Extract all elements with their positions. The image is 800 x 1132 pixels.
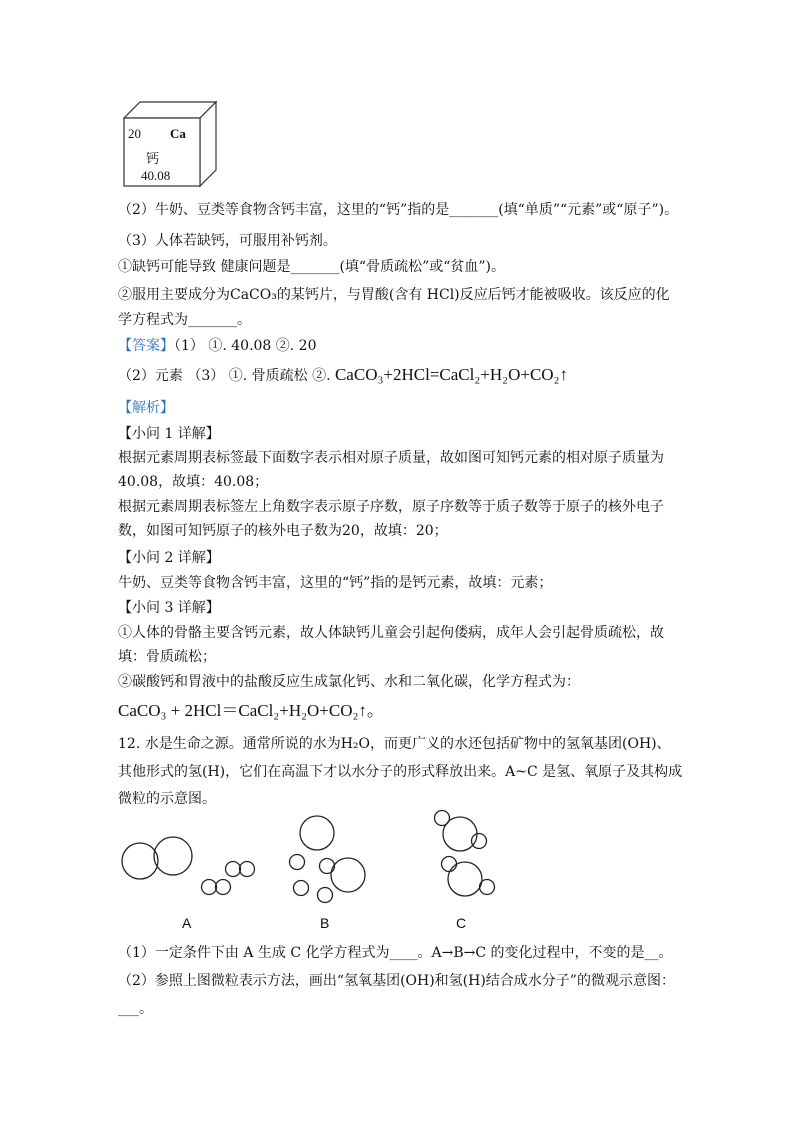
analysis-sub3-title: 【小问 3 详解】 [118,600,220,616]
q12-intro-line3: 微粒的示意图。 [118,791,216,807]
answer-part1: （1） ①. 40.08 ②. 20 [174,338,317,354]
analysis-sub2-p: 牛奶、豆类等食物含钙丰富，这里的“钙”指的是钙元素，故填：元素； [118,575,553,591]
b-oxygen-atom-1 [300,816,334,850]
c-hydrogen-atom-3 [442,857,457,872]
b-hydrogen-atom-3 [294,881,309,896]
c-hydrogen-atom-4 [480,880,495,895]
q12-intro-line1: 12. 水是生命之源。通常所说的水为H₂O，而更广义的水还包括矿物中的氢氧基团(OH)、 [118,736,671,752]
answer-part2: （2）元素 （3） ①. 骨质疏松 ②. [118,368,331,384]
answer-formula: CaCO₃+2HCl=CaCl₂+H₂O+CO₂↑ [334,365,568,384]
analysis-formula: CaCO₃ + 2HCl＝CaCl₂+H₂O+CO₂↑。 [118,701,384,720]
analysis-sub1-p2-line2: 数，如图可知钙原子的核外电子数为20，故填：20； [118,523,448,539]
analysis-sub3-p2: ②碳酸钙和胃液中的盐酸反应生成氯化钙、水和二氧化碳，化学方程式为： [118,674,580,690]
analysis-sub1-p1-line2: 40.08，故填：40.08； [118,474,269,490]
a-oxygen-atom-1 [122,843,158,879]
c-hydrogen-atom-2 [472,834,487,849]
analysis-sub1-title: 【小问 1 详解】 [118,426,220,442]
question-3-2-line1: ②服用主要成分为CaCO₃的某钙片，与胃酸(含有 HCl)反应后钙才能被吸收。该反应的化 [118,287,670,303]
b-oxygen-atom-2 [331,858,365,892]
tile-name: 钙 [146,152,160,167]
b-hydrogen-atom-4 [318,888,333,903]
b-hydrogen-atom-1 [290,855,305,870]
question-3-2-line2: 学方程式为_______。 [118,312,251,328]
a-hydrogen-atom-4 [240,862,255,877]
tile-symbol: Ca [170,126,186,141]
diagram-label-c: C [456,915,467,931]
analysis-sub1-p1-line1: 根据元素周期表标签最下面数字表示相对原子质量，故如图可知钙元素的相对原子质量为 [118,450,664,466]
analysis-sub1-p2-line1: 根据元素周期表标签左上角数字表示原子序数，原子序数等于质子数等于原子的核外电子 [118,499,664,515]
q12-part1: （1）一定条件下由 A 生成 C 化学方程式为____。A→B→C 的变化过程中，不变的是__。 [118,945,673,961]
diagram-label-b: B [320,915,330,931]
analysis-sub3-p1-line2: 填：骨质疏松； [118,649,216,665]
question-3: （3）人体若缺钙，可服用补钙剂。 [118,233,337,249]
a-hydrogen-atom-3 [226,862,241,877]
analysis-sub2-title: 【小问 2 详解】 [118,550,220,566]
a-oxygen-atom-2 [154,837,192,875]
a-hydrogen-atom-1 [202,880,217,895]
c-oxygen-atom-2 [448,862,482,896]
analysis-tag: 【解析】 [118,400,174,416]
a-hydrogen-atom-2 [216,880,231,895]
answer-line1 [118,335,317,357]
diagram-label-a: A [182,915,192,931]
q12-part2-line1: （2）参照上图微粒表示方法，画出“氢氧基团(OH)和氢(H)结合成水分子”的微观示意图： [118,973,675,989]
answer-line2 [118,364,568,387]
tile-atomic-mass: 40.08 [141,168,171,183]
answer-tag: 【答案】 [118,338,174,354]
question-2: （2）牛奶、豆类等食物含钙丰富，这里的“钙”指的是_______(填“单质”“元素”或“原子”)。 [118,202,679,218]
q12-intro-line2: 其他形式的氢(H)，它们在高温下才以水分子的形式释放出来。A~C 是氢、氧原子及其构成 [118,764,683,780]
tile-atomic-number: 20 [128,126,141,141]
q12-part2-line2: ___。 [118,1001,153,1017]
analysis-sub3-p1-line1: ①人体的骨骼主要含钙元素，故人体缺钙儿童会引起佝偻病，成年人会引起骨质疏松，故 [118,625,664,641]
question-3-1: ①缺钙可能导致 健康问题是_______(填“骨质疏松”或“贫血”)。 [118,259,506,275]
c-hydrogen-atom-1 [435,811,450,826]
b-hydrogen-atom-2 [320,859,335,874]
